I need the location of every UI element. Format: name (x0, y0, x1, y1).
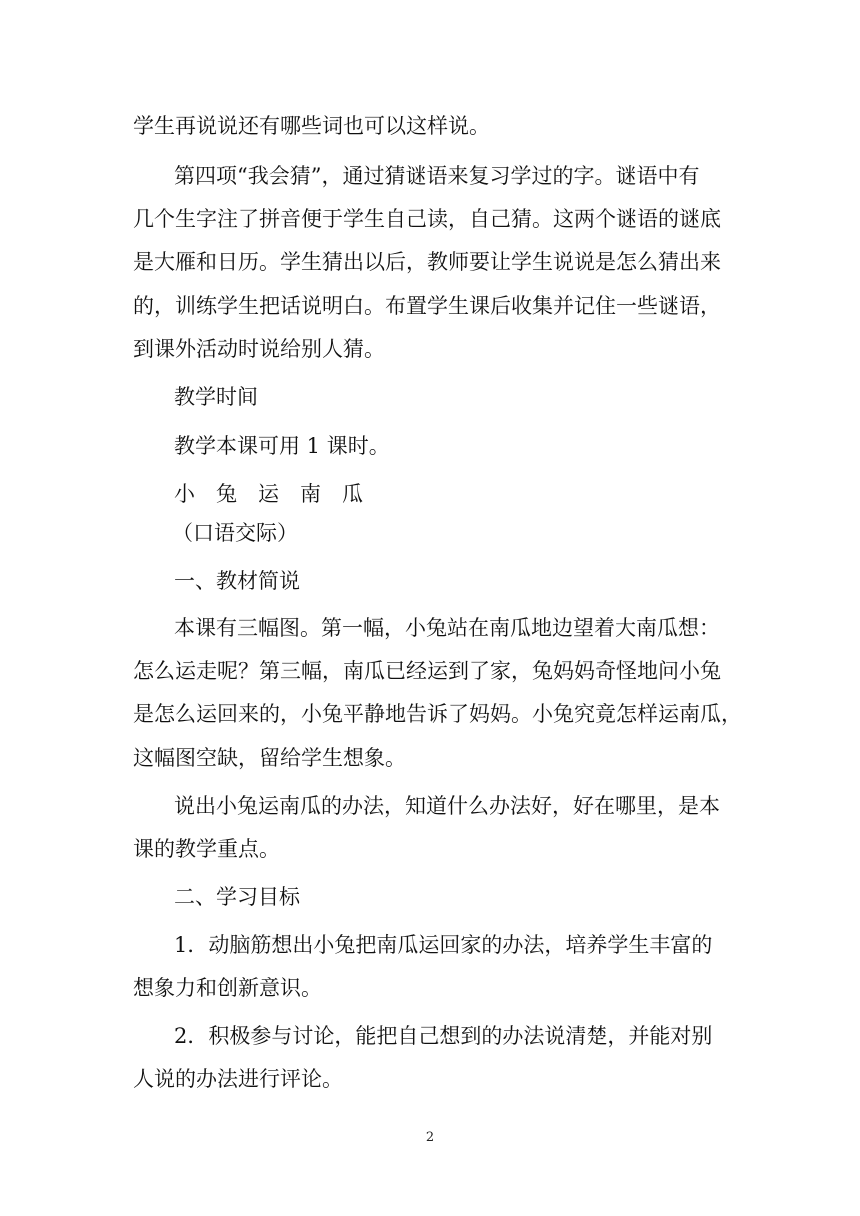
text-line: 到课外活动时说给别人猜。 (133, 337, 385, 361)
section-heading: 二、学习目标 (174, 885, 300, 909)
text-line: 这幅图空缺，留给学生想象。 (133, 746, 406, 770)
text-line: 第四项“我会猜”，通过猜谜语来复习学过的字。谜语中有 (174, 164, 700, 188)
section-heading: 教学时间 (174, 385, 258, 409)
text-line: 怎么运走呢？第三幅，南瓜已经运到了家，兔妈妈奇怪地问小兔 (133, 659, 721, 683)
text-line: 几个生字注了拼音便于学生自己读，自己猜。这两个谜语的谜底 (133, 207, 721, 231)
text-line: 人说的办法进行评论。 (133, 1067, 343, 1091)
section-heading: 一、教材简说 (174, 569, 300, 593)
text-line: 说出小兔运南瓜的办法，知道什么办法好，好在哪里，是本 (174, 794, 720, 818)
page-number: 2 (425, 1130, 435, 1145)
text-line: 课的教学重点。 (133, 837, 280, 861)
text-line: 教学本课可用 1 课时。 (174, 434, 390, 458)
lesson-title: 小 兔 运 南 瓜 (174, 482, 363, 506)
text-line: 是大雁和日历。学生猜出以后，教师要让学生说说是怎么猜出来 (133, 250, 721, 274)
text-line: 学生再说说还有哪些词也可以这样说。 (133, 114, 490, 138)
text-line: 2．积极参与讨论，能把自己想到的办法说清楚，并能对别 (174, 1024, 713, 1048)
text-line: 本课有三幅图。第一幅，小兔站在南瓜地边望着大南瓜想： (174, 616, 720, 640)
text-line: 1．动脑筋想出小兔把南瓜运回家的办法，培养学生丰富的 (174, 933, 713, 957)
lesson-subtitle: （口语交际） (172, 521, 298, 545)
text-line: 的，训练学生把话说明白。布置学生课后收集并记住一些谜语， (133, 294, 721, 318)
text-line: 想象力和创新意识。 (133, 976, 322, 1000)
text-line: 是怎么运回来的，小兔平静地告诉了妈妈。小兔究竟怎样运南瓜， (133, 702, 742, 726)
